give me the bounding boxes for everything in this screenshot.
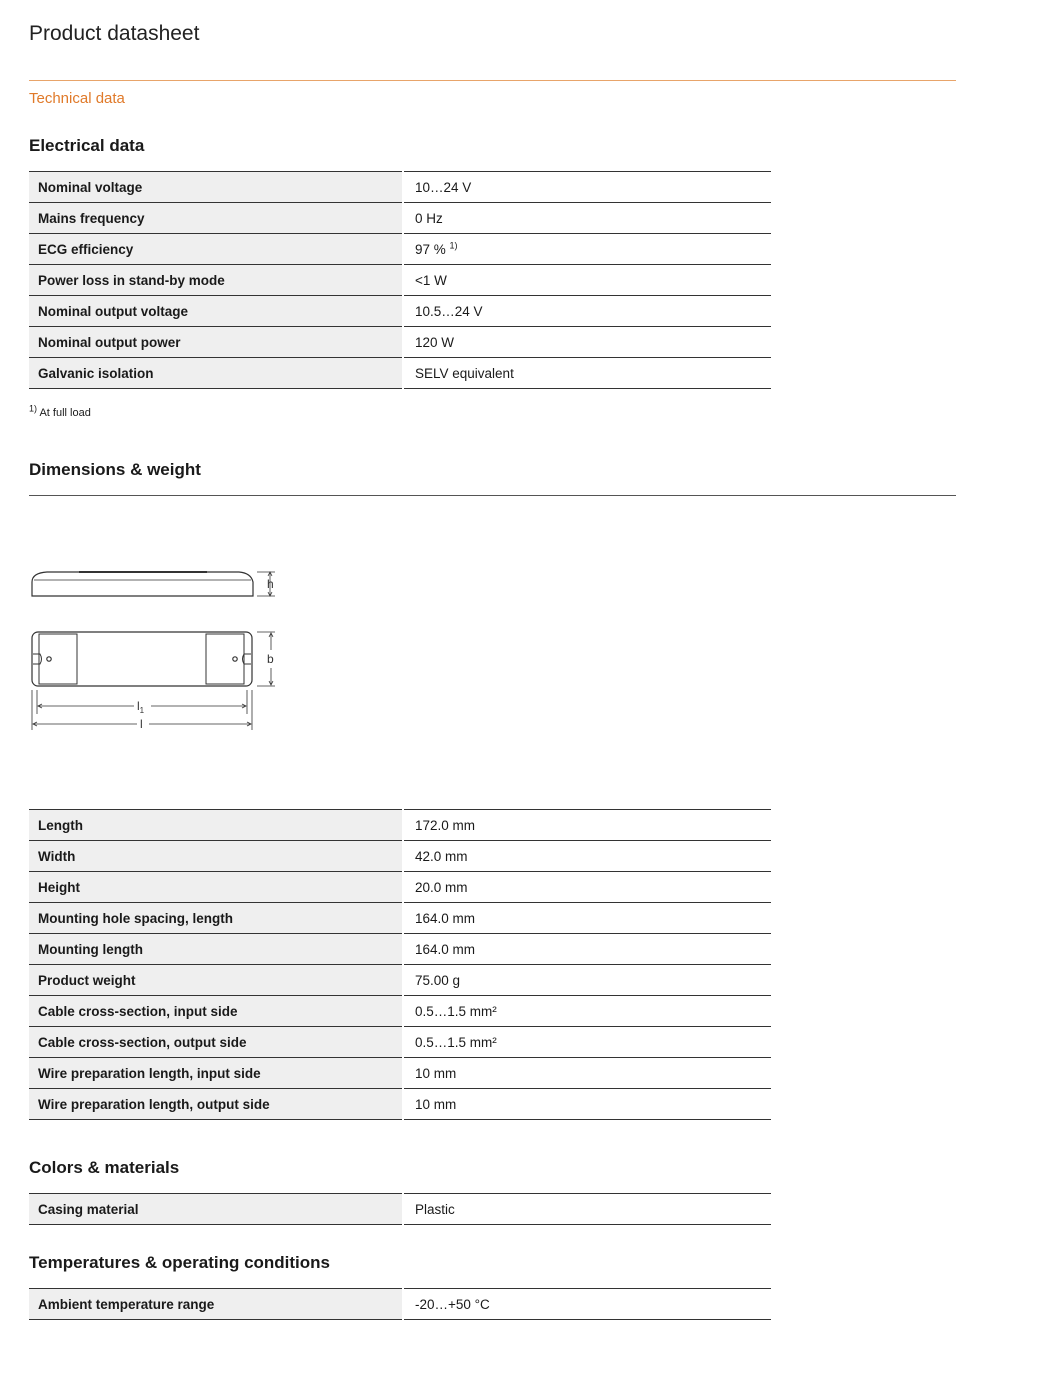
spec-label: Nominal output voltage (29, 296, 403, 327)
section-label: Technical data (29, 90, 125, 107)
spec-label: Width (29, 841, 403, 872)
table-row (29, 1089, 771, 1120)
spec-value: 0.5…1.5 mm² (403, 996, 771, 1027)
spec-value: Plastic (403, 1194, 771, 1225)
dimensions-divider (29, 495, 956, 496)
spec-label: Cable cross-section, input side (29, 996, 403, 1027)
table-row (29, 327, 771, 358)
table-row (29, 203, 771, 234)
spec-value: 10.5…24 V (403, 296, 771, 327)
spec-label: Product weight (29, 965, 403, 996)
spec-value-cell (403, 234, 771, 265)
title-divider (29, 80, 956, 81)
table-row (29, 1289, 771, 1320)
table-row (29, 965, 771, 996)
spec-label: Galvanic isolation (29, 358, 403, 389)
spec-label: Nominal voltage (29, 172, 403, 203)
table-row (29, 903, 771, 934)
spec-label: Height (29, 872, 403, 903)
electrical-data-heading: Electrical data (29, 136, 145, 155)
table-row (29, 1027, 771, 1058)
table-row (29, 934, 771, 965)
colors-materials-table (29, 1193, 771, 1225)
footnote-reference: 1) (449, 240, 458, 250)
spec-value: 97 % (415, 241, 446, 257)
table-row (29, 810, 771, 841)
spec-label: Mains frequency (29, 203, 403, 234)
dimension-drawing (29, 562, 289, 732)
spec-value: 172.0 mm (403, 810, 771, 841)
spec-value: 10…24 V (403, 172, 771, 203)
spec-value: 10 mm (403, 1089, 771, 1120)
footnote (29, 403, 91, 419)
top-view (32, 632, 275, 686)
footnote-mark: 1) (29, 403, 38, 414)
spec-label: Mounting length (29, 934, 403, 965)
table-row (29, 296, 771, 327)
spec-label: Nominal output power (29, 327, 403, 358)
table-row (29, 1058, 771, 1089)
spec-label: Wire preparation length, input side (29, 1058, 403, 1089)
l1-subscript: 1 (139, 706, 145, 715)
spec-value: 120 W (403, 327, 771, 358)
spec-value: 164.0 mm (403, 934, 771, 965)
spec-value: 42.0 mm (403, 841, 771, 872)
side-view (32, 572, 275, 596)
dimension-label-h: h (267, 577, 274, 591)
table-row (29, 996, 771, 1027)
spec-label: Casing material (29, 1194, 403, 1225)
temperatures-table (29, 1288, 771, 1320)
spec-value: 0 Hz (403, 203, 771, 234)
spec-label: Cable cross-section, output side (29, 1027, 403, 1058)
table-row (29, 172, 771, 203)
colors-materials-heading: Colors & materials (29, 1158, 180, 1177)
spec-value: 164.0 mm (403, 903, 771, 934)
spec-value: <1 W (403, 265, 771, 296)
spec-label: Wire preparation length, output side (29, 1089, 403, 1120)
spec-label: ECG efficiency (29, 234, 403, 265)
l1-letter: l (137, 699, 140, 713)
temperatures-heading: Temperatures & operating conditions (29, 1253, 331, 1272)
dimension-label-b: b (267, 652, 274, 666)
spec-label: Length (29, 810, 403, 841)
footnote-text: At full load (39, 407, 91, 419)
electrical-data-table (29, 171, 771, 389)
spec-value: 20.0 mm (403, 872, 771, 903)
table-row (29, 358, 771, 389)
table-row (29, 872, 771, 903)
spec-value: 0.5…1.5 mm² (403, 1027, 771, 1058)
table-row (29, 1194, 771, 1225)
table-row (29, 265, 771, 296)
table-row (29, 841, 771, 872)
dimensions-heading: Dimensions & weight (29, 460, 201, 479)
spec-value: -20…+50 °C (403, 1289, 771, 1320)
table-row (29, 234, 771, 265)
spec-value: 10 mm (403, 1058, 771, 1089)
dimension-label-l1 (137, 699, 145, 715)
spec-label: Mounting hole spacing, length (29, 903, 403, 934)
dimension-label-l: l (140, 717, 143, 731)
dimensions-table (29, 809, 771, 1120)
spec-label: Ambient temperature range (29, 1289, 403, 1320)
page-title: Product datasheet (29, 22, 200, 45)
spec-value: 75.00 g (403, 965, 771, 996)
spec-value: SELV equivalent (403, 358, 771, 389)
spec-label: Power loss in stand-by mode (29, 265, 403, 296)
